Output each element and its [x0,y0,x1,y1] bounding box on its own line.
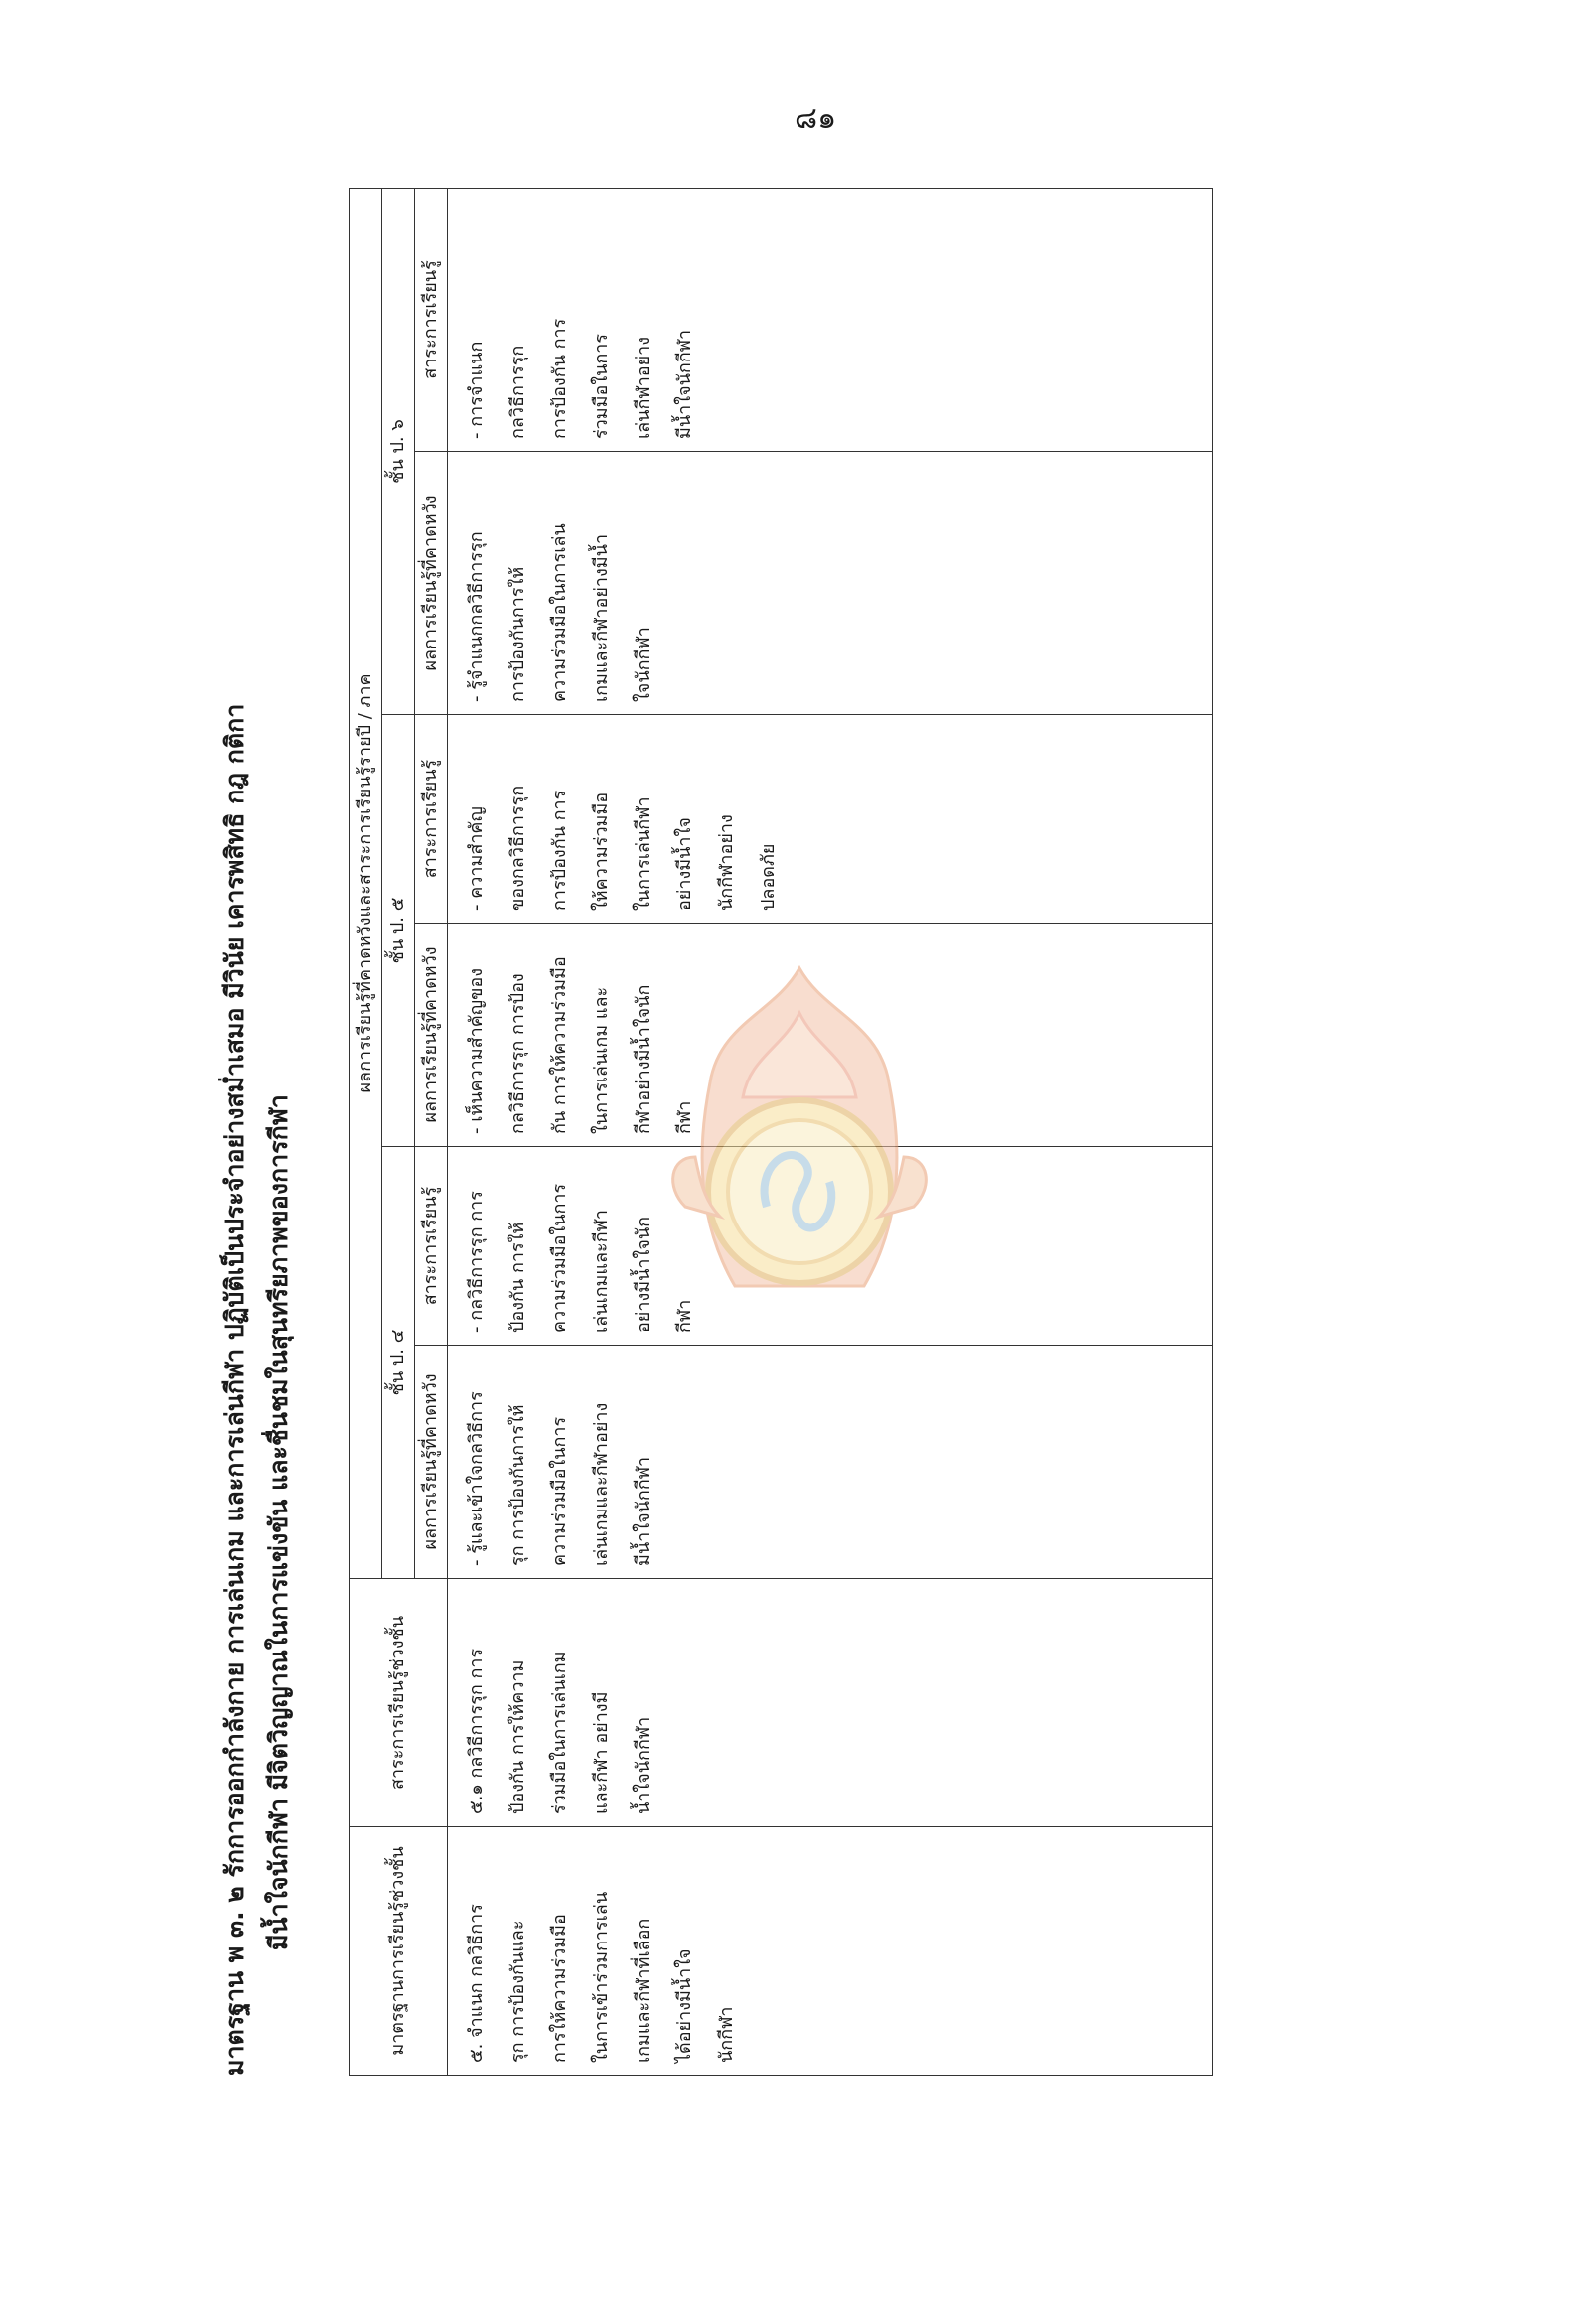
title-line-1: มาตรฐาน พ ๓. ๒ รักการออกกำลังกาย การเล่นเกม และการเล่นกีฬา ปฏิบัติเป็นประจำอย่างสม่ำเสมอ มีวินัย เคารพสิทธิ กฎ กติกา [220,703,249,2076]
cell-line: ความร่วมมือในการเล่น [549,523,570,702]
header-p5-expected: ผลการเรียนรู้ที่คาดหวัง [415,924,448,1147]
cell-line: - กลวิธีการรุก การ [466,1191,487,1333]
header-p4-expected: ผลการเรียนรู้ที่คาดหวัง [415,1346,448,1579]
header-p6-content: สาระการเรียนรู้ [415,188,448,451]
cell-line: เล่นเกมและกีฬาอย่าง [591,1402,612,1566]
cell-line: ใจนักกีฬา [633,627,653,702]
cell-line: และกีฬา อย่างมี [591,1691,612,1814]
cell-p5-content [448,715,1213,924]
cell-p6-expected [448,452,1213,715]
header-p5-content: สาระการเรียนรู้ [415,715,448,924]
header-row-1 [350,188,382,2075]
cell-line: - รู้และเข้าใจกลวิธีการ [466,1391,487,1566]
cell-line: ในการเข้าร่วมการเล่น [591,1891,612,2063]
cell-standard [448,1827,1213,2076]
cell-line: ๕. จำแนก กลวิธีการ [466,1904,487,2063]
cell-line: กัน การให้ความร่วมมือ [549,956,570,1134]
cell-content-range [448,1579,1213,1827]
cell-line: นักกีฬา [716,2006,737,2063]
cell-line: เล่นเกมและกีฬา [591,1209,612,1333]
cell-line: ๕.๑ กลวิธีการรุก การ [466,1648,487,1814]
cell-line: น้ำใจนักกีฬา [633,1716,653,1814]
cell-line: ในการเล่นกีฬา [633,796,653,911]
cell-line: ปลอดภัย [758,843,779,911]
cell-line: ได้อย่างมีน้ำใจ [674,1948,695,2063]
cell-line: กีฬา [674,1100,695,1134]
cell-line: กลวิธีการรุก [508,345,528,439]
cell-line: ป้องกัน การให้ [508,1222,528,1333]
cell-line: อย่างมีน้ำใจนัก [633,1216,653,1333]
cell-line: อย่างมีน้ำใจ [674,817,695,911]
cell-p4-expected [448,1346,1213,1579]
header-standard: มาตรฐานการเรียนรู้ช่วงชั้น [350,1827,448,2076]
header-grade-5: ชั้น ป. ๕ [382,715,415,1147]
emblem-watermark-icon [626,958,973,1316]
cell-line: เกมและกีฬาอย่างมีน้ำ [591,533,612,702]
header-grade-4: ชั้น ป. ๔ [382,1147,415,1579]
cell-line: - การจำแนก [466,341,487,439]
cell-p6-content [448,188,1213,451]
cell-line: ในการเล่นเกม และ [591,986,612,1134]
cell-line: การป้องกัน การ [549,790,570,911]
cell-line: ป้องกัน การให้ความ [508,1659,528,1814]
header-content-range: สาระการเรียนรู้ช่วงชั้น [350,1579,448,1827]
title-line-2: มีน้ำใจนักกีฬา มีจิตวิญญาณในการแข่งขัน และชื่นชมในสุนทรียภาพของการกีฬา [264,1094,293,1950]
cell-line: ความร่วมมือในการ [549,1183,570,1333]
cell-line: นักกีฬาอย่าง [716,814,737,911]
cell-line: ความร่วมมือในการ [549,1416,570,1566]
cell-line: การป้องกัน การ [549,318,570,439]
cell-line: ร่วมมือในการ [591,333,612,439]
cell-line: - รู้จำแนกกลวิธีการรุก [466,531,487,702]
standard-title [214,189,301,2076]
header-p4-content: สาระการเรียนรู้ [415,1147,448,1346]
cell-line: เล่นกีฬาอย่าง [633,336,653,439]
cell-line: - เห็นความสำคัญของ [466,967,487,1134]
cell-line: - ความสำคัญ [466,806,487,911]
cell-line: มีน้ำใจนักกีฬา [674,329,695,439]
cell-line: กลวิธีการรุก การป้อง [508,973,528,1134]
cell-line: กีฬาอย่างมีน้ำใจนัก [633,984,653,1134]
cell-line: รุก การป้องกันและ [508,1920,528,2063]
cell-line: การป้องกันการให้ [508,566,528,702]
cell-line: มีน้ำใจนักกีฬา [633,1456,653,1566]
cell-line: เกมและกีฬาที่เลือก [633,1918,653,2063]
header-grade-6: ชั้น ป. ๖ [382,188,415,714]
page-number: ๘๑ [795,101,837,136]
cell-line: ร่วมมือในการเล่นเกม [549,1651,570,1814]
cell-line: รุก การป้องกันการให้ [508,1404,528,1566]
cell-line: ให้ความร่วมมือ [591,792,612,911]
cell-line: การให้ความร่วมมือ [549,1914,570,2063]
header-group: ผลการเรียนรู้ที่คาดหวังและสาระการเรียนรู้รายปี / ภาค [350,188,382,1578]
header-p6-expected: ผลการเรียนรู้ที่คาดหวัง [415,452,448,715]
cell-line: กีฬา [674,1299,695,1333]
cell-line: ของกลวิธีการรุก [508,785,528,911]
